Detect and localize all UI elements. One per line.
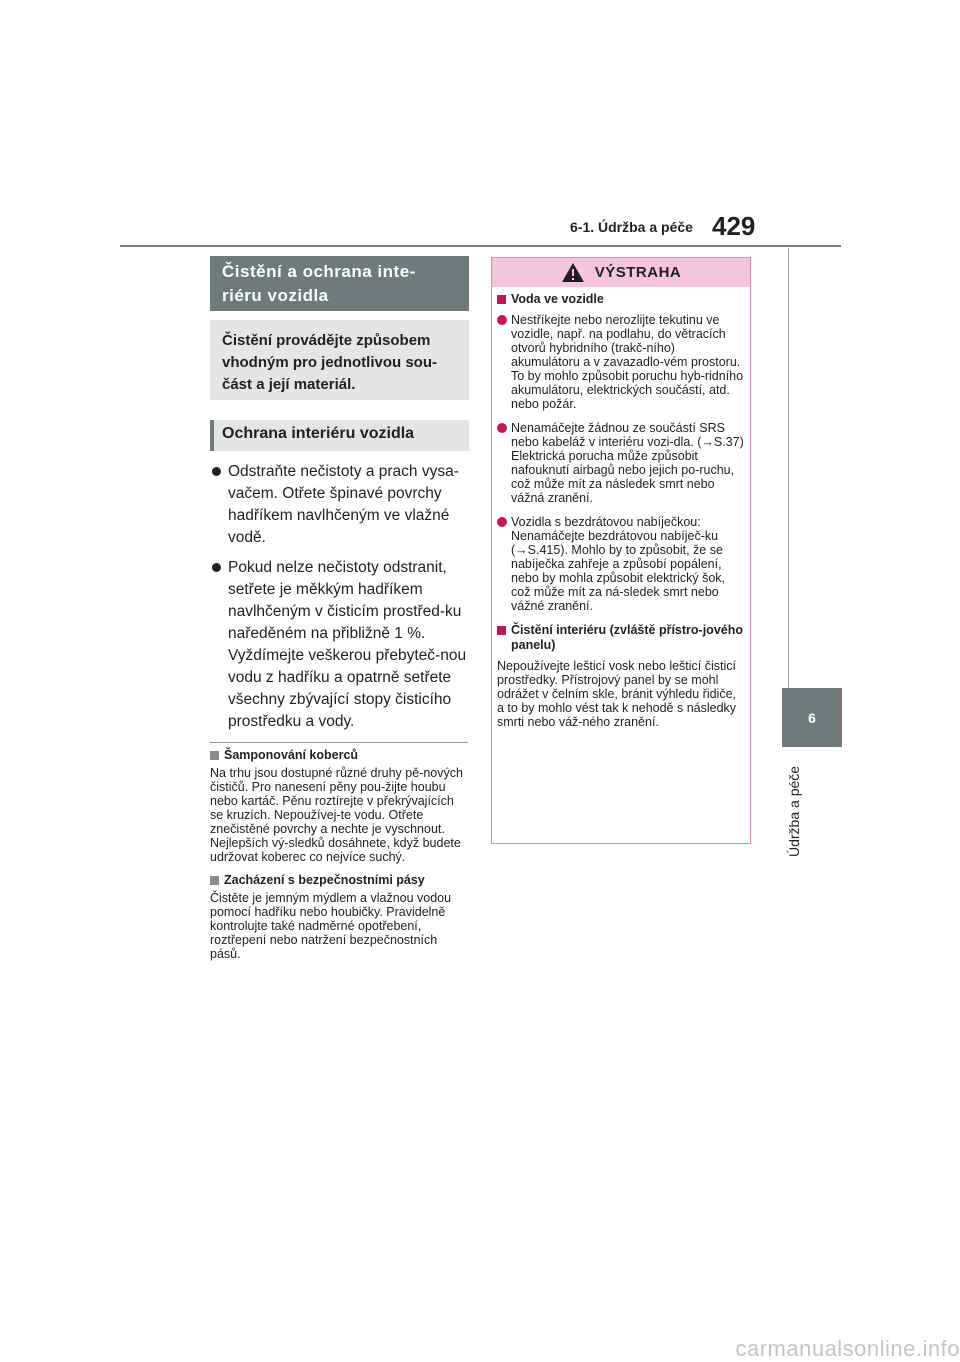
warning-item — [497, 313, 745, 411]
note-heading — [210, 748, 468, 763]
warning-paragraph: Nepoužívejte lešticí vosk nebo lešticí čisticí prostředky. Přístrojový panel by se mohl odrážet v čelním skle, bránit výhledu řidiče, a to by mohlo vést tak k nehodě s následky smrti nebo váž-ného zranění. — [497, 659, 737, 729]
list-item-text: Pokud nelze nečistoty odstranit, setřete je měkkým hadříkem navlhčeným v čisticím prostřed-ku naředěném na přibližně 1 %. Vyždímejte veškerou přebyteč-nou vodu z hadříku a opatrně setřete všechny zbývající stopy čisticího prostředku a vody. — [228, 559, 467, 730]
bullet-list — [210, 461, 472, 741]
warning-section-heading-text: Voda ve vozidle — [511, 292, 604, 306]
square-bullet-icon — [210, 876, 219, 885]
note-body: Na trhu jsou dostupné různé druhy pě-nových čističů. Pro nanesení pěny pou-žijte houbu nebo kartáč. Pěnu roztírejte v překrývajících se kruzích. Nepoužívej-te vodu. Otřete znečistěné povrchy a nechte je vyschnout. Nejlepších vý-sledků dosáhnete, když budete udržovat koberec co nejvíce suchý. — [210, 766, 463, 864]
list-item — [210, 461, 472, 549]
notes-divider — [210, 742, 468, 743]
list-item-text: Odstraňte nečistoty a prach vysa-vačem. Otřete špinavé povrchy hadříkem navlhčeným ve vlažné vodě. — [228, 463, 459, 546]
note-body: Čistěte je jemným mýdlem a vlažnou vodou pomocí hadříku nebo houbičky. Pravidelně kontrolujte také nadměrné opotřebení, roztřepení nebo natržení bezpečnostních pásů. — [210, 891, 452, 961]
warning-item-text: Nestříkejte nebo nerozlijte tekutinu ve vozidle, např. na podlahu, do větracích otvorů hybridního (trakč-ního) akumulátoru a v zavazadlo-vém prostoru. To by mohlo způsobit poruchu hyb-ridního akumulátoru, elektrických součástí, atd. nebo požár. — [511, 313, 744, 411]
warning-section-heading-text: Čistění interiéru (zvláště přístro-jového panelu) — [511, 623, 743, 652]
note-heading-text: Zacházení s bezpečnostními pásy — [224, 873, 425, 887]
list-item — [210, 557, 472, 733]
square-bullet-icon — [497, 295, 506, 304]
square-bullet-icon — [210, 751, 219, 760]
warning-header — [492, 258, 750, 287]
warning-title: VÝSTRAHA — [594, 264, 682, 281]
bullet-dot-icon — [497, 315, 507, 325]
note-heading — [210, 873, 468, 888]
note-heading-text: Šamponování koberců — [224, 748, 359, 762]
warning-triangle-icon — [561, 262, 585, 283]
warning-body — [497, 292, 745, 729]
warning-item — [497, 515, 745, 613]
lead-line: Čistění provádějte způsobem — [222, 332, 431, 349]
bullet-dot-icon — [212, 563, 221, 572]
square-bullet-icon — [497, 626, 506, 635]
bullet-dot-icon — [212, 467, 221, 476]
lead-line: část a její materiál. — [222, 376, 356, 393]
watermark — [0, 1336, 960, 1361]
subheading-bar — [210, 420, 214, 451]
subheading-box — [210, 420, 469, 451]
header-rule — [120, 245, 841, 247]
bullet-dot-icon — [497, 423, 507, 433]
chapter-label-text: Údržba a péče — [786, 765, 802, 857]
section-heading-line: Čistění a ochrana inte- — [222, 262, 416, 281]
warning-item-text: Nenamáčejte žádnou ze součástí SRS nebo kabeláž v interiéru vozi-dla. (→S.37) Elektrická porucha může způsobit nafouknutí airbagů nebo jejich po-ruchu, což může mít za následek smrt nebo vážná zranění. — [511, 421, 744, 505]
lead-box — [210, 320, 469, 400]
warning-item-text: Vozidla s bezdrátovou nabíječkou: Nenamáčejte bezdrátovou nabíječ-ku (→S.415). Mohlo by to způsobit, že se nabíječka zahřeje a způsobí popálení, nebo by mohla způsobit elektrický šok, což může mít za ná-sledek smrt nebo vážné zranění. — [511, 515, 725, 613]
watermark-text: carmanualsonline.info — [735, 1336, 960, 1361]
notes — [210, 748, 468, 970]
chapter-number: 6 — [808, 709, 816, 726]
warning-section-heading — [497, 292, 745, 307]
warning-section-heading — [497, 623, 745, 653]
lead-line: vhodným pro jednotlivou sou- — [222, 354, 437, 371]
warning-box — [491, 257, 751, 844]
chapter-tab — [782, 688, 842, 747]
lead-text — [222, 330, 461, 396]
section-heading-line: riéru vozidla — [222, 286, 329, 305]
subheading: Ochrana interiéru vozidla — [222, 425, 415, 442]
bullet-dot-icon — [497, 517, 507, 527]
section-heading — [222, 260, 416, 308]
warning-item — [497, 421, 745, 505]
chapter-label — [783, 755, 805, 875]
section-title: 6-1. Údržba a péče — [570, 219, 693, 235]
section-heading-box — [210, 256, 469, 311]
tab-divider — [788, 248, 789, 688]
page-number: 429 — [712, 211, 756, 241]
